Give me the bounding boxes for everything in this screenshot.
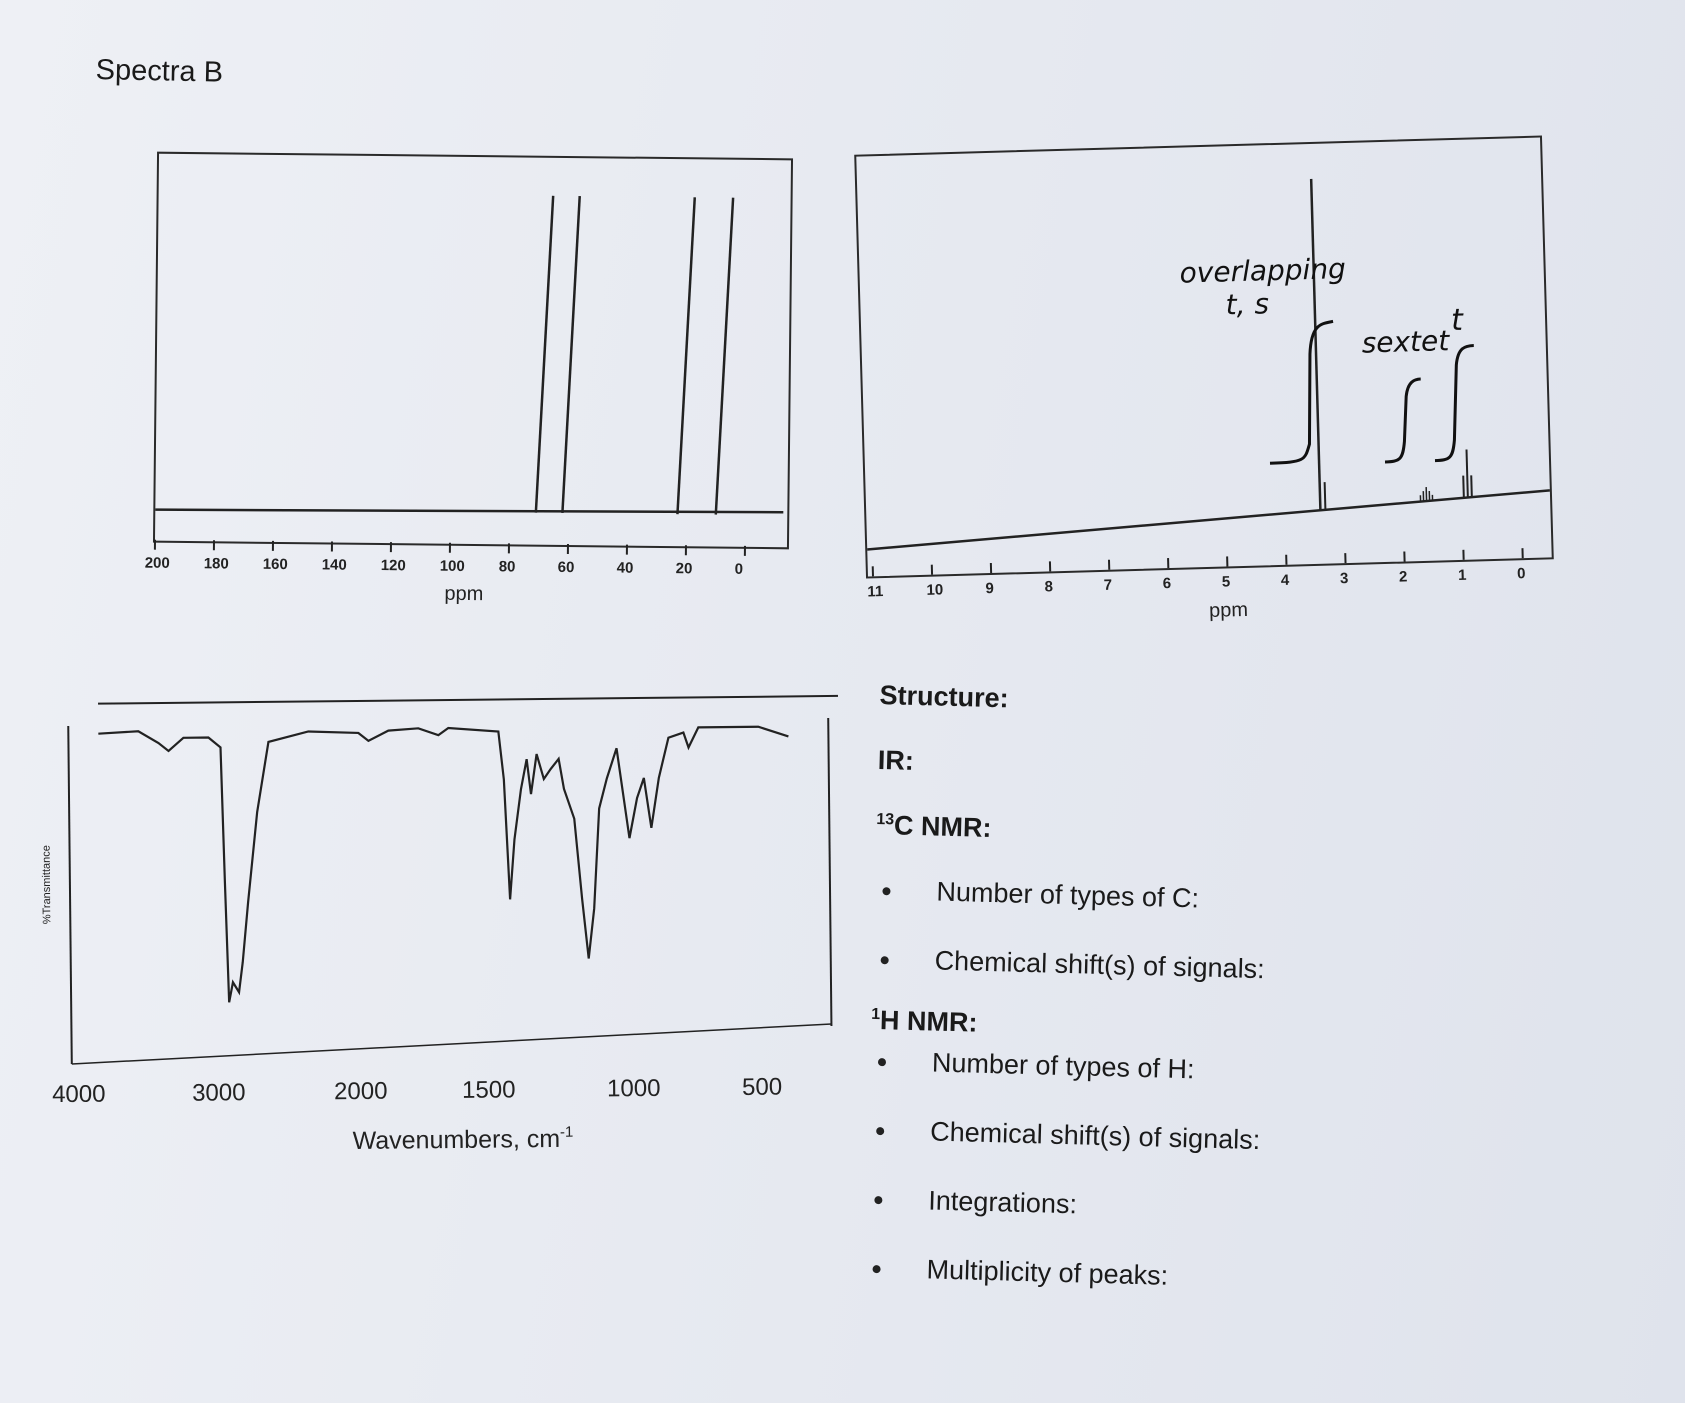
h1-tick-label: 11 <box>867 583 884 601</box>
c13-item-types <box>882 875 1435 920</box>
question-sheet <box>863 680 1440 1336</box>
integration-curve-3 <box>1432 345 1477 460</box>
integration-curve-1 <box>1266 321 1337 463</box>
page-title: Spectra B <box>95 54 224 89</box>
h1-tick-label: 9 <box>985 579 995 598</box>
h1-peak-triplet <box>1463 476 1464 498</box>
annotation-t-s: t, s <box>1225 287 1270 322</box>
ir-tick-label: 1000 <box>606 1074 661 1103</box>
c13-tick-label: 20 <box>675 560 693 578</box>
h1-axis-label: ppm <box>1208 598 1249 622</box>
ir-tick-label: 2000 <box>333 1077 388 1106</box>
c13-tick-label: 80 <box>498 558 516 576</box>
h1-item-types <box>878 1046 1431 1091</box>
c13-peak <box>716 198 733 515</box>
annotation-triplet: t <box>1450 302 1464 339</box>
ir-tick-label: 3000 <box>191 1079 246 1107</box>
h1-item-label: Multiplicity of peaks: <box>926 1254 1169 1291</box>
ir-plot <box>40 696 842 1084</box>
h1-item-label: Chemical shift(s) of signals: <box>929 1116 1261 1156</box>
h1-tick-label: 6 <box>1162 575 1172 593</box>
bullet-dot <box>882 887 890 895</box>
bullet-dot <box>874 1196 882 1204</box>
c13-baseline <box>155 506 783 517</box>
ir-panel <box>40 696 842 1156</box>
h1-superscript: 1 <box>871 1005 881 1024</box>
h1-nmr-panel <box>854 135 1554 622</box>
c13-tick-label: 140 <box>321 556 347 574</box>
ir-tick-label: 1500 <box>461 1076 516 1104</box>
h1-tick-label: 2 <box>1398 568 1408 586</box>
ir-spectrum-trace <box>98 724 791 1003</box>
h1-tick-label: 7 <box>1103 576 1113 594</box>
bullet-dot <box>878 1058 886 1066</box>
h1-peak-side <box>1325 482 1326 510</box>
c13-tick-label: 40 <box>616 559 634 577</box>
h1-item-shifts <box>876 1115 1429 1160</box>
c13-nmr-heading <box>876 810 1437 856</box>
c13-tick-label: 100 <box>439 557 465 575</box>
ir-heading: IR: <box>877 744 915 776</box>
h1-peak-main <box>1311 179 1320 510</box>
c13-peak <box>536 196 553 513</box>
c13-tick-label: 180 <box>203 555 229 573</box>
h1-tick-label: 1 <box>1457 566 1467 584</box>
c13-item-label: Number of types of C: <box>936 876 1200 914</box>
c13-superscript: 13 <box>876 810 895 829</box>
c13-item-shifts <box>880 944 1433 989</box>
h1-item-multiplicity <box>872 1253 1425 1298</box>
h1-peak-triplet <box>1471 475 1472 497</box>
h1-nmr-plot <box>856 138 1551 577</box>
h1-baseline <box>866 490 1551 549</box>
annotation-sextet: sextet <box>1361 324 1450 360</box>
bullet-dot <box>872 1265 880 1273</box>
c13-nmr-plot <box>155 154 791 548</box>
ir-axis <box>51 1066 843 1174</box>
ir-y-axis-label: %Transmittance <box>40 845 54 925</box>
h1-nmr-heading <box>871 1005 1432 1051</box>
c13-axis <box>144 540 787 617</box>
h1-tick-label: 3 <box>1339 570 1349 588</box>
h1-tick-label: 4 <box>1280 571 1290 589</box>
c13-tick-label: 60 <box>557 558 575 577</box>
h1-tick-label: 0 <box>1516 565 1526 583</box>
ir-axis-label: Wavenumbers, $cm^{-1}$ <box>352 1123 574 1156</box>
ir-right-axis <box>828 718 831 1026</box>
c13-nmr-panel <box>144 152 793 606</box>
c13-tick-label: 200 <box>144 554 170 572</box>
ir-top-border <box>98 696 838 704</box>
ir-left-axis <box>68 726 72 1064</box>
ir-bottom-axis <box>71 1024 831 1064</box>
c13-axis-label: ppm <box>444 582 484 606</box>
h1-item-integrations <box>874 1184 1427 1229</box>
c13-peak <box>562 196 579 513</box>
h1-tick-label: 10 <box>926 581 944 599</box>
h1-item-label: Number of types of H: <box>931 1047 1195 1085</box>
structure-heading: Structure: <box>879 680 1009 714</box>
c13-heading-text: C NMR: <box>893 810 992 843</box>
bullet-dot <box>881 956 889 964</box>
c13-item-label: Chemical shift(s) of signals: <box>934 945 1266 985</box>
bullet-dot <box>876 1127 884 1135</box>
ir-tick-label: 500 <box>741 1073 783 1101</box>
h1-heading-text: H NMR: <box>879 1005 978 1038</box>
c13-tick-label: 120 <box>380 557 406 575</box>
h1-peak-triplet <box>1467 450 1468 498</box>
h1-item-label: Integrations: <box>928 1185 1078 1220</box>
integration-curve-2 <box>1383 379 1423 462</box>
annotation-overlapping: overlapping <box>1179 252 1347 290</box>
c13-tick-label: 160 <box>262 555 288 574</box>
ir-tick-label: 4000 <box>51 1080 106 1109</box>
h1-tick-label: 8 <box>1044 578 1054 596</box>
h1-tick-label: 5 <box>1221 573 1231 591</box>
c13-peak <box>677 197 694 514</box>
c13-tick-label: 0 <box>734 560 744 578</box>
